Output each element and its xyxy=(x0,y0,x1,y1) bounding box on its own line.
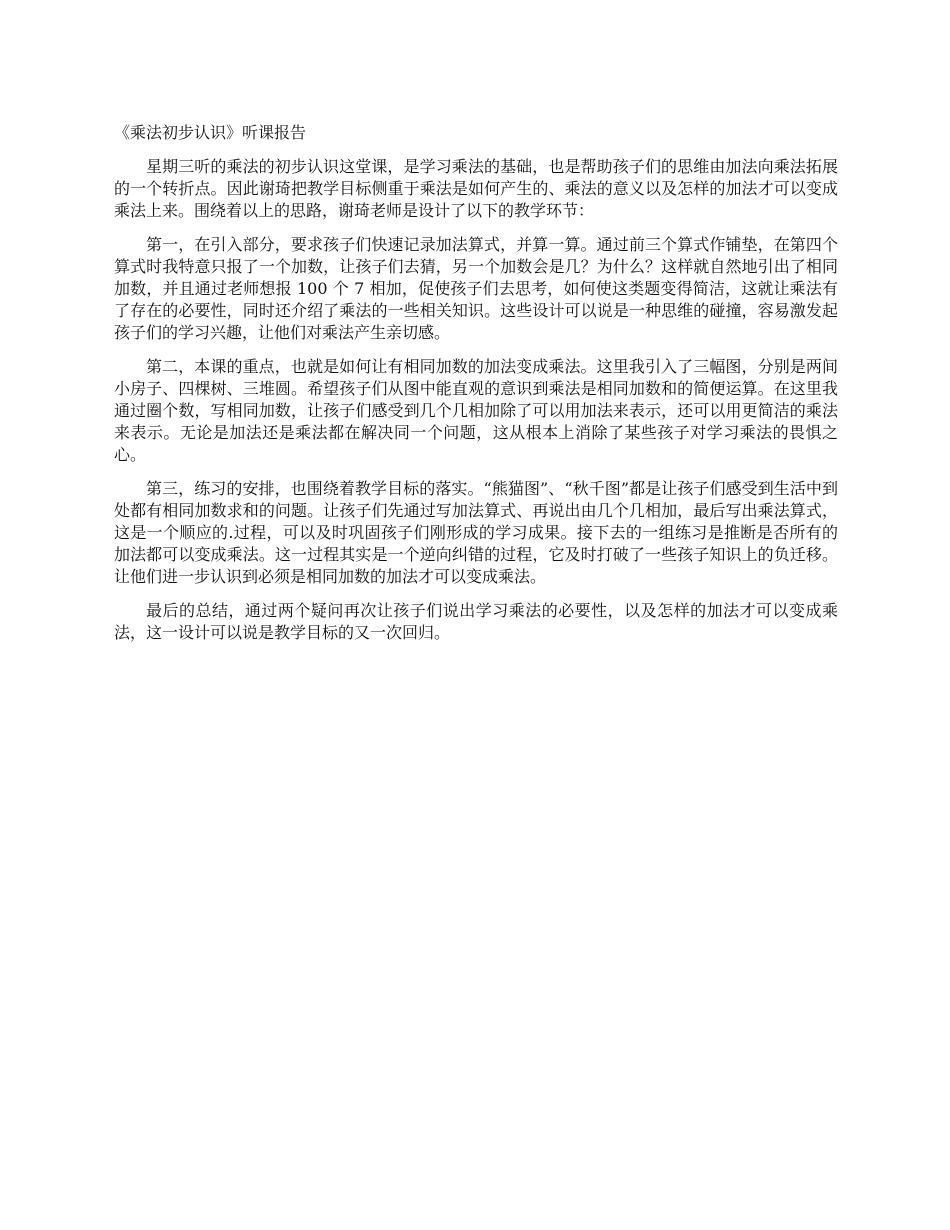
paragraph-summary: 最后的总结，通过两个疑问再次让孩子们说出学习乘法的必要性，以及怎样的加法才可以变成乘法，这一设计可以说是教学目标的又一次回归。 xyxy=(114,601,838,642)
paragraph-intro: 星期三听的乘法的初步认识这堂课，是学习乘法的基础，也是帮助孩子们的思维由加法向乘法拓展的一个转折点。因此谢琦把教学目标侧重于乘法是如何产生的、乘法的意义以及怎样的加法才可以变成乘法上来。围绕着以上的思路，谢琦老师是设计了以下的教学环节： xyxy=(114,157,838,220)
paragraph-second: 第二，本课的重点，也就是如何让有相同加数的加法变成乘法。这里我引入了三幅图，分别是两间小房子、四棵树、三堆圆。希望孩子们从图中能直观的意识到乘法是相同加数和的简便运算。在这里我通过圈个数，写相同加数，让孩子们感受到几个几相加除了可以用加法来表示，还可以用更简洁的乘法来表示。无论是加法还是乘法都在解决同一个问题，这从根本上消除了某些孩子对学习乘法的畏惧之心。 xyxy=(114,357,838,464)
document-page xyxy=(114,122,838,656)
document-title: 《乘法初步认识》听课报告 xyxy=(114,123,307,142)
paragraph-first: 第一，在引入部分，要求孩子们快速记录加法算式，并算一算。通过前三个算式作铺垫，在第四个算式时我特意只报了一个加数，让孩子们去猜，另一个加数会是几？为什么？这样就自然地引出了相同加数，并且通过老师想报 100 个 7 相加，促使孩子们去思考，如何使这类题变得简洁，这就让乘法有了存在的必要性，同时还介绍了乘法的一些相关知识。这些设计可以说是一种思维的碰撞，容易激发起孩子们的学习兴趣，让他们对乘法产生亲切感。 xyxy=(114,235,838,342)
paragraph-third: 第三，练习的安排，也围绕着教学目标的落实。“熊猫图”、“秋千图”都是让孩子们感受到生活中到处都有相同加数求和的问题。让孩子们先通过写加法算式、再说出由几个几相加，最后写出乘法算式，这是一个顺应的.过程，可以及时巩固孩子们刚形成的学习成果。接下去的一组练习是推断是否所有的加法都可以变成乘法。这一过程其实是一个逆向纠错的过程，它及时打破了一些孩子知识上的负迁移。让他们进一步认识到必须是相同加数的加法才可以变成乘法。 xyxy=(114,479,838,586)
